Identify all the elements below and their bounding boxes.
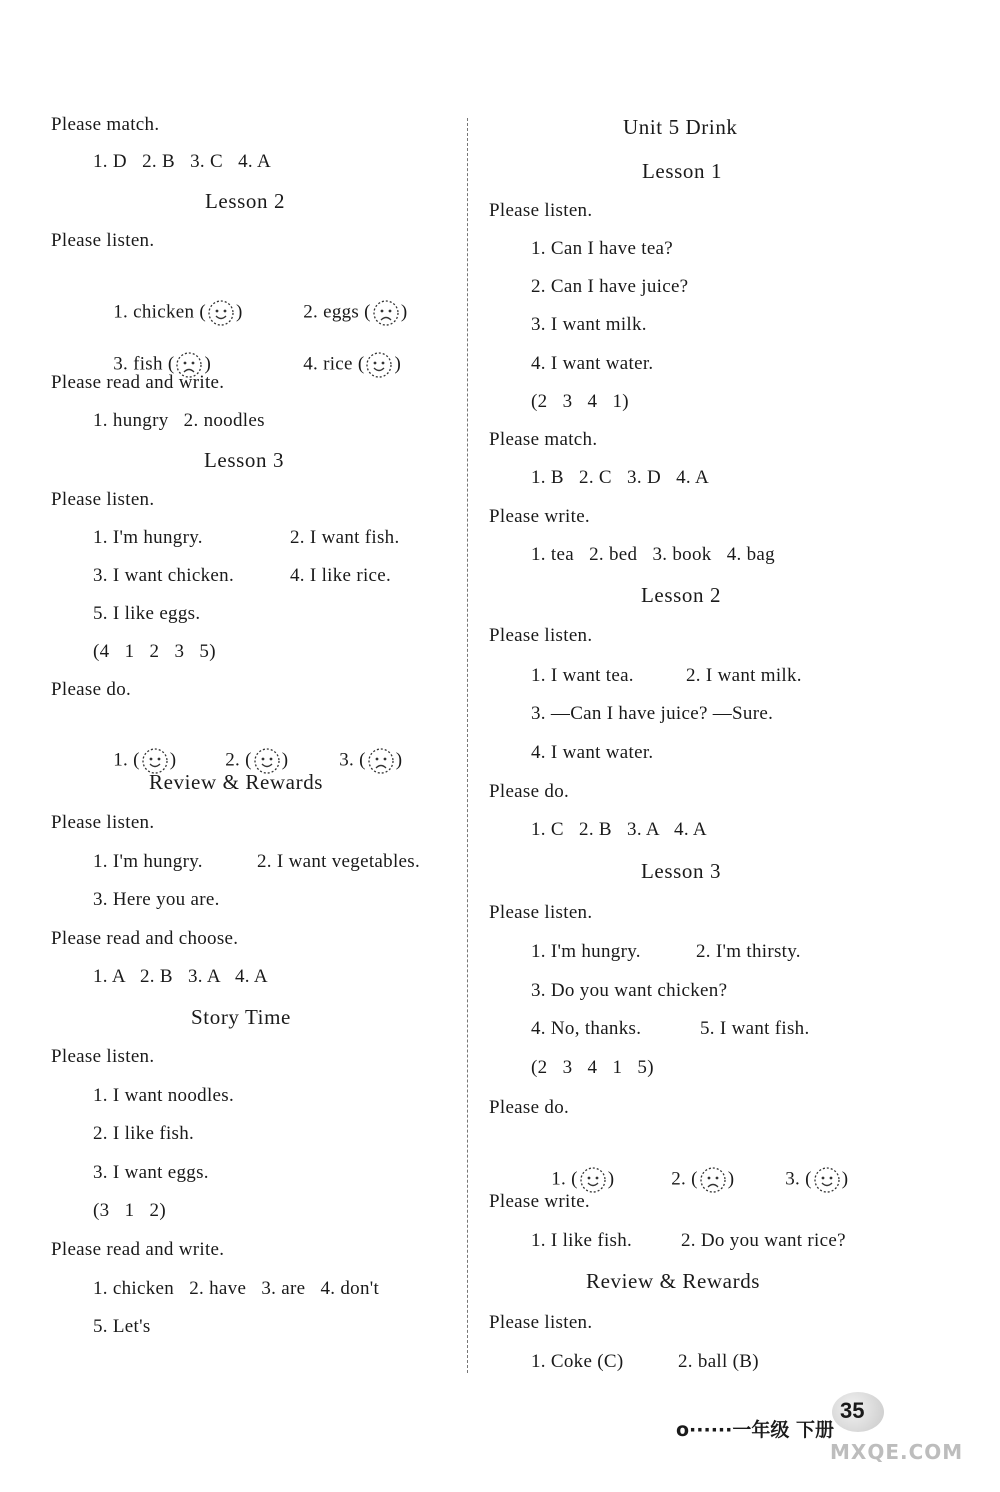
l3-line-2a: 3. I want chicken.	[93, 565, 234, 586]
r-l3-line-3b: 5. I want fish.	[700, 1018, 810, 1039]
l3-do3-label: 3. (	[339, 749, 366, 771]
r-l3-do-item-2	[651, 1141, 734, 1219]
r-l2-line-2: 3. —Can I have juice? —Sure.	[531, 703, 774, 724]
r-l3-line-2: 3. Do you want chicken?	[531, 980, 728, 1001]
r-l3-do3-close: )	[841, 1168, 849, 1190]
l3-listen-heading: Please listen.	[51, 489, 155, 510]
l3-line-2b: 4. I like rice.	[290, 565, 392, 586]
l3-line-1a: 1. I'm hungry.	[93, 527, 203, 548]
l2-fish-label: 3. fish (	[113, 353, 175, 375]
r-rv-listen-heading: Please listen.	[489, 1312, 593, 1333]
r-l3-write-a: 1. I like fish.	[531, 1230, 633, 1251]
review-title: Review & Rewards	[149, 770, 324, 794]
r-l3-do-heading: Please do.	[489, 1097, 570, 1118]
r-l1-line-2: 2. Can I have juice?	[531, 276, 689, 297]
match-heading: Please match.	[51, 114, 160, 135]
l3-do1-label: 1. (	[113, 749, 140, 771]
r-l3-line-1a: 1. I'm hungry.	[531, 941, 641, 962]
rv-line-1a: 1. I'm hungry.	[93, 851, 203, 872]
sad-face-icon	[366, 746, 396, 776]
page-number-badge	[832, 1392, 884, 1432]
r-l1-match-heading: Please match.	[489, 429, 598, 450]
lesson2-title: Lesson 2	[205, 189, 286, 213]
watermark: MXQE.COM	[830, 1440, 964, 1464]
smiley-face-icon	[364, 350, 394, 380]
l2-fish-close: )	[204, 353, 212, 375]
st-readwrite-answers-2: 5. Let's	[93, 1316, 151, 1337]
rv-choose-heading: Please read and choose.	[51, 928, 239, 949]
rv-line-1b: 2. I want vegetables.	[257, 851, 420, 872]
story-time-title: Story Time	[191, 1005, 291, 1029]
sad-face-icon	[371, 298, 401, 328]
lesson3-title: Lesson 3	[204, 448, 285, 472]
smiley-face-icon	[206, 298, 236, 328]
r-l2-do-heading: Please do.	[489, 781, 570, 802]
l2-eggs-close: )	[400, 301, 408, 323]
rv-listen-heading: Please listen.	[51, 812, 155, 833]
rv-line-2: 3. Here you are.	[93, 889, 220, 910]
st-readwrite-answers: 1. chicken 2. have 3. are 4. don't	[93, 1278, 380, 1299]
page-number: 35	[840, 1398, 865, 1423]
r-l3-do-item-3	[765, 1141, 848, 1219]
r-l1-line-1: 1. Can I have tea?	[531, 238, 674, 259]
r-l3-order: (2 3 4 1 5)	[531, 1057, 654, 1078]
rv-choose-answers: 1. A 2. B 3. A 4. A	[93, 966, 268, 987]
r-l3-line-3a: 4. No, thanks.	[531, 1018, 642, 1039]
l3-do-heading: Please do.	[51, 679, 132, 700]
r-l3-write-heading: Please write.	[489, 1191, 590, 1212]
l3-line-1b: 2. I want fish.	[290, 527, 400, 548]
r-rv-line-1b: 2. ball (B)	[678, 1351, 759, 1372]
r-l3-do1-label: 1. (	[551, 1168, 578, 1190]
r-l2-line-1a: 1. I want tea.	[531, 665, 634, 686]
st-line-1: 1. I want noodles.	[93, 1085, 235, 1106]
grade-label: o······一年级 下册	[676, 1419, 834, 1441]
r-l2-line-1b: 2. I want milk.	[686, 665, 802, 686]
r-l3-do2-close: )	[727, 1168, 735, 1190]
l3-do2-close: )	[281, 749, 289, 771]
r-l3-line-1b: 2. I'm thirsty.	[696, 941, 801, 962]
r-l1-line-3: 3. I want milk.	[531, 314, 647, 335]
st-readwrite-heading: Please read and write.	[51, 1239, 225, 1260]
r-l3-do1-close: )	[607, 1168, 615, 1190]
st-listen-heading: Please listen.	[51, 1046, 155, 1067]
l2-readwrite-answers: 1. hungry 2. noodles	[93, 410, 265, 431]
l2-rice-close: )	[394, 353, 402, 375]
l2-chicken-label: 1. chicken (	[113, 301, 206, 323]
r-l2-listen-heading: Please listen.	[489, 625, 593, 646]
l3-do2-label: 2. (	[225, 749, 252, 771]
r-l2-do-answers: 1. C 2. B 3. A 4. A	[531, 819, 707, 840]
r-l1-listen-heading: Please listen.	[489, 200, 593, 221]
st-line-3: 3. I want eggs.	[93, 1162, 209, 1183]
r-review-title: Review & Rewards	[586, 1269, 761, 1293]
l2-readwrite-heading: Please read and write.	[51, 372, 225, 393]
l3-do-item-3	[319, 722, 402, 800]
r-l1-match-answers: 1. B 2. C 3. D 4. A	[531, 467, 709, 488]
r-lesson1-title: Lesson 1	[642, 159, 723, 183]
column-divider	[467, 118, 468, 1373]
st-order: (3 1 2)	[93, 1200, 166, 1221]
l2-listen-heading: Please listen.	[51, 230, 155, 251]
r-l2-line-3: 4. I want water.	[531, 742, 654, 763]
r-l1-write-heading: Please write.	[489, 506, 590, 527]
l3-order: (4 1 2 3 5)	[93, 641, 216, 662]
sad-face-icon	[698, 1165, 728, 1195]
smiley-face-icon	[812, 1165, 842, 1195]
r-l1-order: (2 3 4 1)	[531, 391, 629, 412]
l3-line-3: 5. I like eggs.	[93, 603, 201, 624]
r-l3-listen-heading: Please listen.	[489, 902, 593, 923]
l3-do1-close: )	[169, 749, 177, 771]
st-line-2: 2. I like fish.	[93, 1123, 195, 1144]
r-l1-line-4: 4. I want water.	[531, 353, 654, 374]
l2-eggs-label: 2. eggs (	[303, 301, 371, 323]
l2-rice-label: 4. rice (	[303, 353, 365, 375]
r-lesson3-title: Lesson 3	[641, 859, 722, 883]
l2-chicken-close: )	[235, 301, 243, 323]
r-l1-write-answers: 1. tea 2. bed 3. book 4. bag	[531, 544, 775, 565]
r-l3-write-b: 2. Do you want rice?	[681, 1230, 846, 1251]
unit-title: Unit 5 Drink	[623, 115, 738, 139]
r-l3-do2-label: 2. (	[671, 1168, 698, 1190]
r-lesson2-title: Lesson 2	[641, 583, 722, 607]
r-rv-line-1a: 1. Coke (C)	[531, 1351, 624, 1372]
l2-rice-item	[283, 326, 401, 404]
l3-do3-close: )	[395, 749, 403, 771]
match-answers: 1. D 2. B 3. C 4. A	[93, 151, 271, 172]
r-l3-do3-label: 3. (	[785, 1168, 812, 1190]
